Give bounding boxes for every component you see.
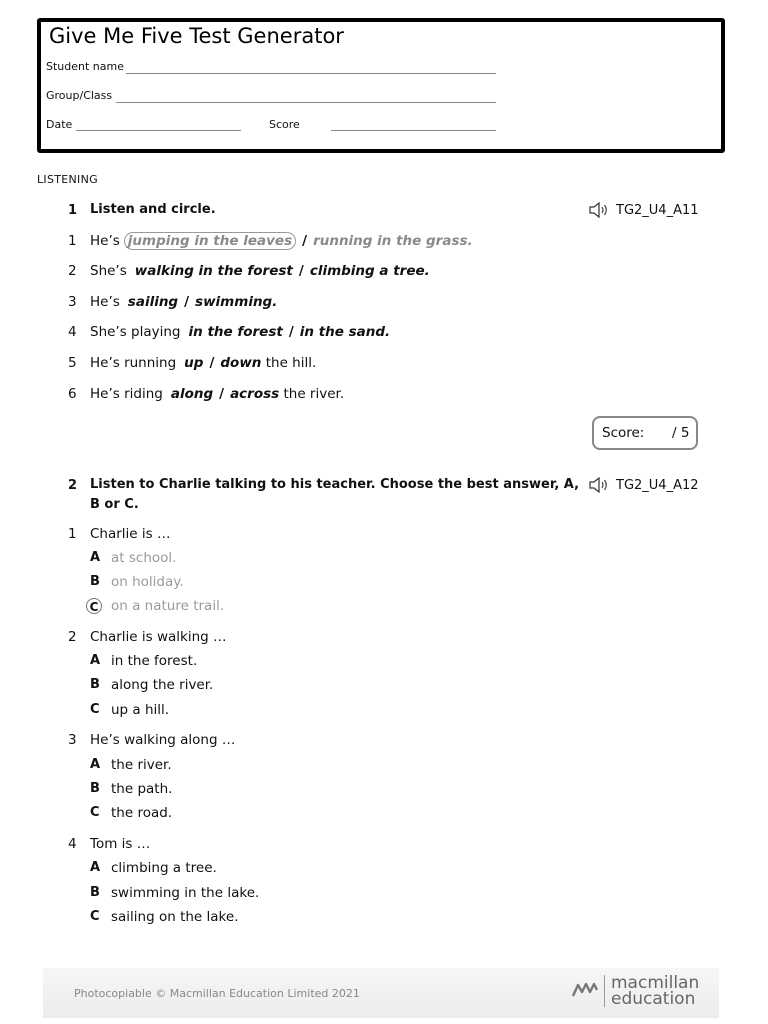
option[interactable]: up bbox=[184, 355, 204, 371]
question-tail: the river. bbox=[283, 386, 345, 402]
exercise-2-audio[interactable] bbox=[588, 476, 699, 494]
option[interactable]: walking in the forest bbox=[134, 263, 293, 279]
option[interactable]: across bbox=[230, 386, 280, 402]
question-line bbox=[90, 386, 344, 402]
question-number: 1 bbox=[68, 526, 77, 542]
question-number: 5 bbox=[68, 355, 77, 371]
audio-track-label: TG2_U4_A11 bbox=[616, 202, 699, 218]
option-letter[interactable]: A bbox=[90, 550, 101, 565]
option-letter[interactable]: C bbox=[90, 805, 100, 820]
group-class-label: Group/Class bbox=[46, 89, 113, 102]
question-lead: He’s bbox=[90, 233, 120, 249]
question-lead: He’s running bbox=[90, 355, 177, 371]
option-letter[interactable]: B bbox=[90, 885, 100, 900]
question-number: 1 bbox=[68, 233, 77, 249]
question-tail: the hill. bbox=[265, 355, 317, 371]
slash: / bbox=[302, 233, 308, 249]
slash: / bbox=[298, 263, 304, 279]
exercise-2-instruction-line-2: B or C. bbox=[90, 497, 139, 512]
speaker-icon bbox=[588, 201, 610, 219]
exercise-1-number: 1 bbox=[68, 203, 78, 218]
question-number: 2 bbox=[68, 263, 77, 279]
option-text: up a hill. bbox=[111, 702, 170, 718]
macmillan-logo-icon bbox=[572, 980, 598, 1002]
option[interactable]: sailing bbox=[127, 294, 179, 310]
option-text: the road. bbox=[111, 805, 173, 821]
macmillan-logo bbox=[572, 975, 699, 1007]
question-text: Charlie is walking … bbox=[90, 629, 227, 645]
score-box-value: / 5 bbox=[672, 425, 690, 441]
question-text: Tom is … bbox=[90, 836, 151, 852]
date-label: Date bbox=[46, 118, 73, 131]
option-text: at school. bbox=[111, 550, 177, 566]
question-line bbox=[90, 233, 473, 249]
question-lead: He’s riding bbox=[90, 386, 163, 402]
slash: / bbox=[219, 386, 225, 402]
score-box bbox=[592, 416, 698, 450]
exercise-2-instruction bbox=[90, 475, 579, 515]
option-text: climbing a tree. bbox=[111, 860, 217, 876]
question-number: 4 bbox=[68, 836, 77, 852]
date-field[interactable] bbox=[76, 130, 241, 131]
score-label: Score bbox=[269, 118, 300, 131]
option[interactable]: along bbox=[170, 386, 214, 402]
exercise-1-audio[interactable] bbox=[588, 201, 699, 219]
option[interactable]: swimming. bbox=[195, 294, 278, 310]
option-letter[interactable]: B bbox=[90, 574, 100, 589]
option[interactable]: in the forest bbox=[188, 324, 283, 340]
option[interactable]: running in the grass. bbox=[313, 233, 473, 249]
option-text: the river. bbox=[111, 757, 172, 773]
slash: / bbox=[288, 324, 294, 340]
option-letter[interactable]: C bbox=[90, 909, 100, 924]
section-title: LISTENING bbox=[37, 173, 98, 186]
option-letter[interactable]: B bbox=[90, 781, 100, 796]
score-box-label: Score: bbox=[602, 425, 645, 441]
question-line bbox=[90, 294, 277, 310]
option-text: on holiday. bbox=[111, 574, 184, 590]
option-letter[interactable]: C bbox=[90, 702, 100, 717]
option[interactable]: climbing a tree. bbox=[309, 263, 430, 279]
option-letter[interactable]: A bbox=[90, 860, 101, 875]
student-name-label: Student name bbox=[46, 60, 124, 73]
option-text: the path. bbox=[111, 781, 173, 797]
question-line bbox=[90, 263, 430, 279]
logo-wordmark bbox=[604, 975, 699, 1007]
slash: / bbox=[184, 294, 190, 310]
question-number: 3 bbox=[68, 294, 77, 310]
question-number: 4 bbox=[68, 324, 77, 340]
group-class-field[interactable] bbox=[116, 102, 496, 103]
question-number: 2 bbox=[68, 629, 77, 645]
copyright-text: Photocopiable © Macmillan Education Limited 2021 bbox=[74, 987, 360, 1000]
question-line bbox=[90, 355, 316, 371]
option-letter[interactable]: B bbox=[90, 677, 100, 692]
question-number: 3 bbox=[68, 732, 77, 748]
page-title: Give Me Five Test Generator bbox=[49, 24, 344, 48]
option-text: sailing on the lake. bbox=[111, 909, 239, 925]
option-letter[interactable]: A bbox=[90, 757, 101, 772]
option-text: along the river. bbox=[111, 677, 214, 693]
question-text: Charlie is … bbox=[90, 526, 171, 542]
audio-track-label: TG2_U4_A12 bbox=[616, 477, 699, 493]
question-lead: She’s bbox=[90, 263, 127, 279]
student-name-field[interactable] bbox=[126, 73, 496, 74]
option-letter-circled[interactable]: C bbox=[86, 598, 102, 614]
exercise-2-number: 2 bbox=[68, 478, 78, 493]
circled-answer[interactable]: jumping in the leaves bbox=[124, 232, 296, 250]
question-lead: She’s playing bbox=[90, 324, 181, 340]
score-field[interactable] bbox=[331, 130, 496, 131]
logo-line-1: macmillan bbox=[611, 973, 700, 993]
option-text: on a nature trail. bbox=[111, 598, 225, 614]
question-number: 6 bbox=[68, 386, 77, 402]
question-line bbox=[90, 324, 390, 340]
exercise-1-instruction: Listen and circle. bbox=[90, 202, 216, 217]
option[interactable]: down bbox=[220, 355, 262, 371]
option[interactable]: in the sand. bbox=[299, 324, 391, 340]
speaker-icon bbox=[588, 476, 610, 494]
question-lead: He’s bbox=[90, 294, 120, 310]
question-text: He’s walking along … bbox=[90, 732, 236, 748]
option-letter[interactable]: A bbox=[90, 653, 101, 668]
logo-line-2: education bbox=[611, 989, 696, 1009]
header-box bbox=[37, 18, 725, 153]
exercise-2-instruction-line-1: Listen to Charlie talking to his teacher. Choose the best answer, A, bbox=[90, 477, 580, 492]
option-text: in the forest. bbox=[111, 653, 198, 669]
slash: / bbox=[209, 355, 215, 371]
option-text: swimming in the lake. bbox=[111, 885, 260, 901]
